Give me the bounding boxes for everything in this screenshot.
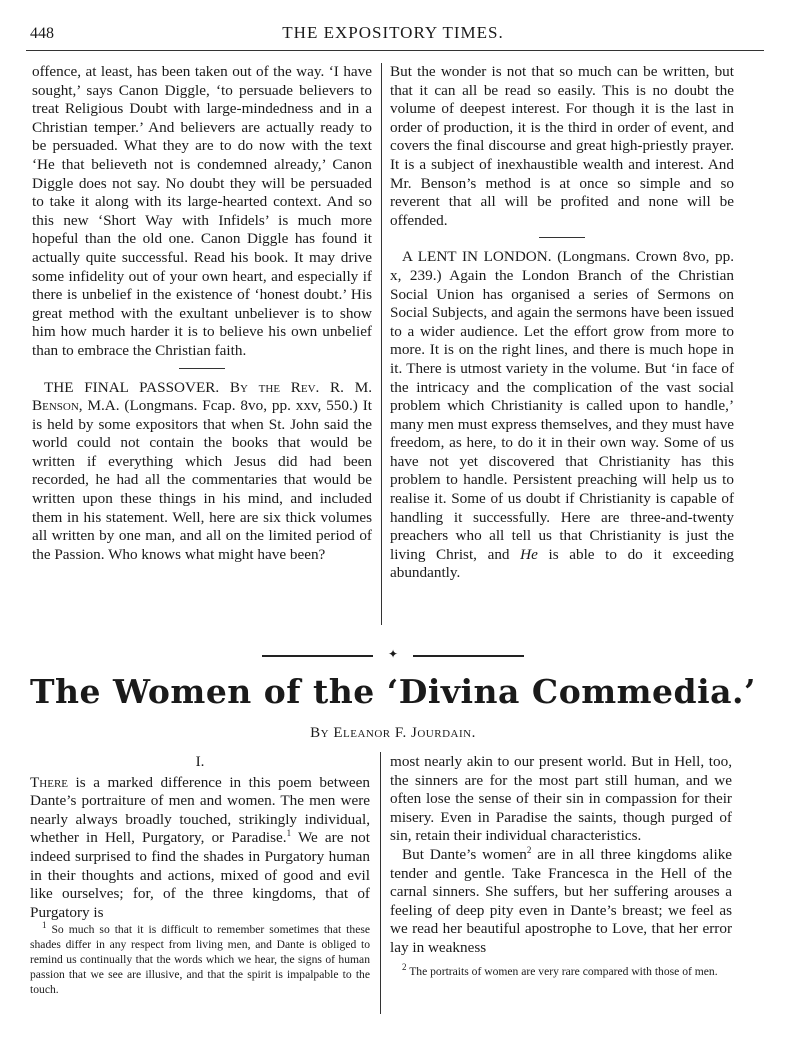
footnote-text: The portraits of women are very rare compared with those of men.: [409, 964, 718, 978]
review-emphasis: He: [520, 545, 538, 563]
column-rule: [381, 63, 382, 625]
review-text-end: is able to do it exceeding abundantly.: [390, 545, 735, 582]
review-paragraph: [32, 379, 372, 565]
footnote-ref: 2: [526, 844, 532, 855]
column-left-article: [30, 753, 370, 997]
footnote: [390, 961, 732, 979]
journal-title: THE EXPOSITORY TIMES.: [282, 23, 504, 42]
article-title: The Women of the ‘Divina Commedia.’: [29, 672, 757, 711]
review-author: By the Rev. R. M. Benson, M.A.: [32, 378, 372, 415]
paragraph-text: is a marked difference in this poem between Dante’s portraiture of men and women. The men were nearly always broadly touched, strikingly individual, whether in Hell, Purgatory, or Paradise.: [30, 773, 370, 847]
running-header: [0, 22, 786, 44]
paragraph-text: But Dante’s women: [402, 845, 527, 863]
footnote-mark: 2: [402, 961, 407, 972]
section-number: I.: [195, 753, 205, 770]
column-right-top: [390, 63, 734, 583]
review-title: A LENT IN LONDON.: [402, 248, 552, 266]
paragraph: offence, at least, has been taken out of the way. ‘I have sought,’ says Canon Diggle, ‘to persuade believers to treat Religious Doubt with large-mindedness and in a Christian temper.’ And believers are actually ready to be persuaded. What they are to do now with the text ‘He that believeth not is condemned already,’ Canon Diggle does not say. No doubt they will be persuaded to take it along with its large-hearted context. And so this new ‘Short Way with Infidels’ is much more hopeful than the old one. Canon Diggle has found it actually quite successful. Read his book. It may drive some infidelity out of your own heart, and especially if there is unbelief in the existence of ‘honest doubt.’ His great method with the exultant unbeliever is to show him how much harder it is to believe his own unbelief than to embrace the Christian faith.: [32, 63, 372, 359]
review-text: It is held by some expositors that when St. John said the world could not contain the books that would be written if everything which Jesus did had been recorded, he had all the commentaries that would be written upon these things in his mind, and included them in his statement. Well, here are six thick volumes all written by one man, and all on the limited period of the Passion. Who knows what might have been?: [32, 397, 372, 563]
paragraph: But the wonder is not that so much can be written, but that it can all be read so easily. This is no doubt the volume of deepest interest. For though it is the last in order of production, it is the third in order of event, and covers the final discourse and great high-priestly prayer. It is a subject of inexhaustible wealth and interest. And Mr. Benson’s method is at once so simple and so reverent that all will be profited and none will be offended.: [390, 63, 734, 229]
review-publication: (Longmans. Crown 8vo, pp. x, 239.): [390, 248, 734, 284]
review-paragraph: [390, 248, 734, 583]
header-rule: [26, 50, 764, 51]
paragraph-text: We are not indeed surprised to find the shades in Purgatory human in their thoughts and actions, mixed of good and evil like ourselves; for, of the three kingdoms, that of Purgatory is: [30, 829, 370, 921]
review-publication: (Longmans. Fcap. 8vo, pp. xxv, 550.): [124, 397, 358, 415]
section-rule: [539, 237, 585, 238]
section-rule: [179, 368, 225, 369]
footnote-ref: 1: [286, 828, 292, 839]
column-right-article: [390, 753, 732, 979]
footnote-text: So much so that it is difficult to remember sometimes that these shades differ in any respect from living men, and Dante is obliged to remind us continually that the words which we hear, the signs of human passion that we see are illusive, and that the spirit is impalpable to the touch.: [30, 923, 370, 997]
page-number: 448: [30, 25, 54, 42]
divider-ornament: ✦: [373, 647, 413, 662]
paragraph: [390, 846, 732, 958]
paragraph: most nearly akin to our present world. But in Hell, too, the sinners are for the most part still human, and we often lose the sense of their sin in compassion for their misery. Even in Paradise the saints, though purged of sin, retain their individual characteristics.: [390, 753, 732, 845]
review-text: Again the London Branch of the Christian Social Union has organised a series of Sermons on Social Subjects, and again the sermons have been issued to a wider audience. Let the effort grow from more to more. It is on the right lines, and there is much hope in it. There is utmost variety in the volume. But ‘in face of the intricacy and the complication of the vast social problem which Christianity is called upon to handle,’ many men must express themselves, and they must have freedom, as here, to do it in their own way. Some of us have not yet discovered that Christianity has this problem to handle. Persistent preaching will help us to realise it. Some of us doubt if Christianity is capable of handling it successfully. Here are three-and-twenty preachers who all tell us that Christianity is just the living Christ, and: [390, 266, 734, 563]
footnote: [30, 922, 370, 997]
review-title: THE FINAL PASSOVER.: [44, 378, 220, 396]
paragraph: [30, 774, 370, 923]
column-rule: [380, 752, 381, 1014]
lead-word: There: [30, 773, 68, 791]
paragraph-text: are in all three kingdoms alike tender and gentle. Take Francesca in the Hell of the carnal sinners. She suffers, but her suffering arouses a feeling of deep pity even in Dante’s breast; we feel as we read her beautiful apostrophe to Love, that her error lay in weakness: [390, 845, 733, 956]
column-left-top: [32, 63, 372, 564]
footnote-mark: 1: [42, 920, 47, 931]
article-byline: By Eleanor F. Jourdain.: [310, 725, 476, 741]
